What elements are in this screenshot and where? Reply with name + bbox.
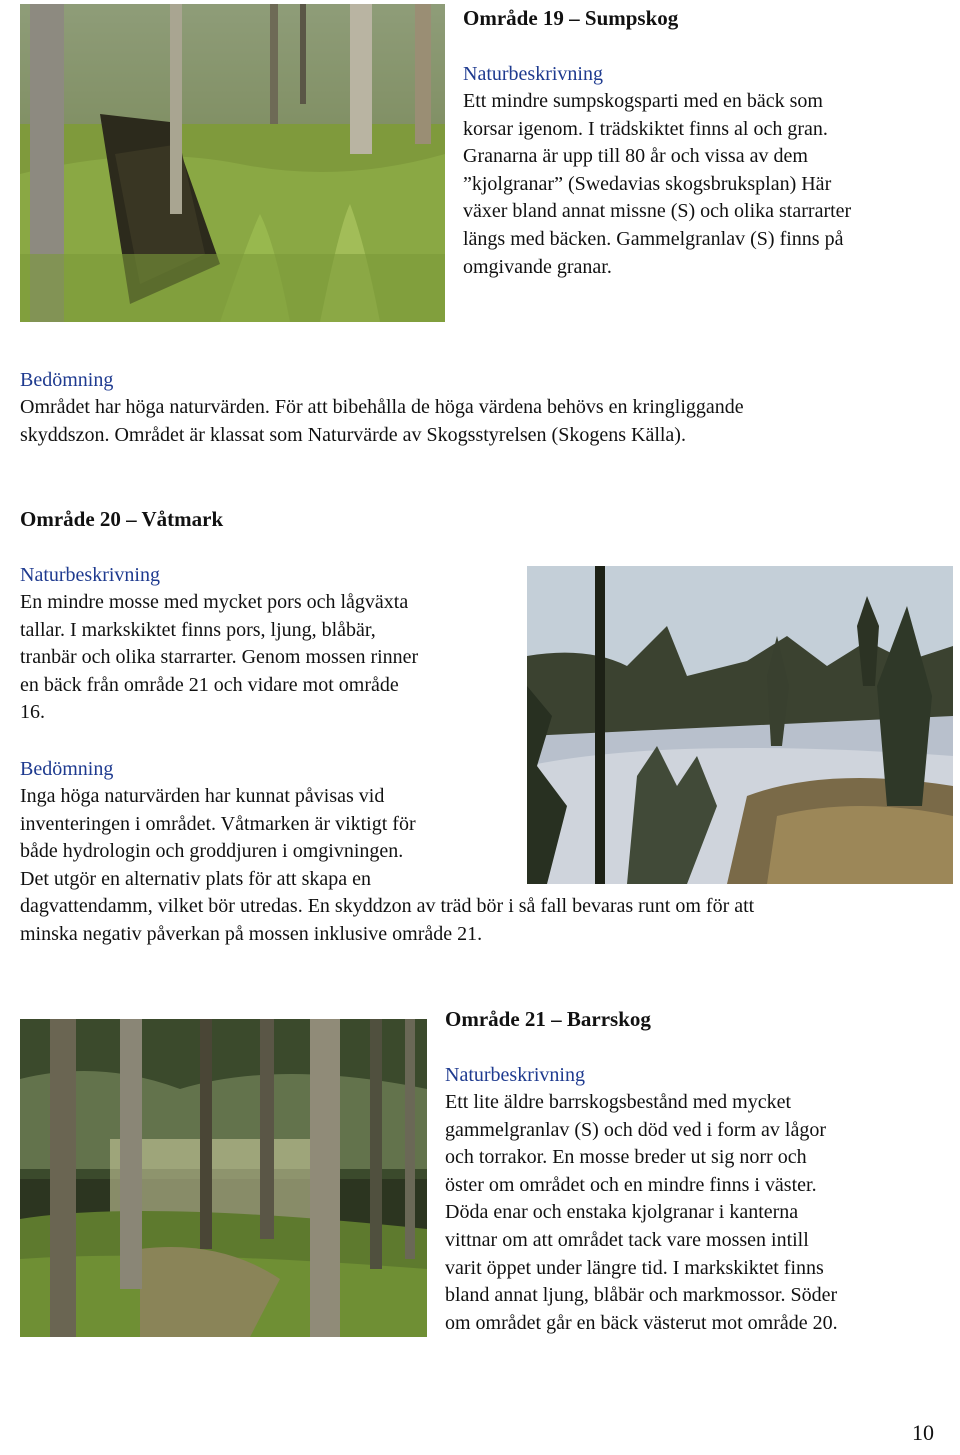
text-line: korsar igenom. I trädskiktet finns al och gran. bbox=[463, 117, 828, 140]
text-line: och torrakor. En mosse breder ut sig norr och bbox=[445, 1146, 807, 1169]
text-line: bland annat ljung, blåbär och markmossor. Söder bbox=[445, 1284, 838, 1307]
text-line: tranbär och olika starrarter. Genom mossen rinner bbox=[20, 646, 419, 669]
text-line: växer bland annat missne (S) och olika starrarter bbox=[463, 200, 852, 223]
section-19-naturbeskrivning-label: Naturbeskrivning bbox=[463, 63, 603, 85]
text-line: skyddszon. Området är klassat som Naturvärde av Skogsstyrelsen (Skogens Källa). bbox=[20, 423, 686, 446]
text-line: ”kjolgranar” (Swedavias skogsbruksplan) Här bbox=[463, 172, 832, 195]
text-line: Granarna är upp till 80 år och vissa av dem bbox=[463, 145, 808, 168]
text-line: dagvattendamm, vilket bör utredas. En skyddzon av träd bör i så fall bevaras runt om för att bbox=[20, 895, 755, 918]
section-20-bedomning-label: Bedömning bbox=[20, 758, 114, 780]
text-line: Döda enar och enstaka kjolgranar i kanterna bbox=[445, 1201, 799, 1224]
photo-conifer-forest bbox=[20, 1019, 427, 1337]
text-line: Ett mindre sumpskogsparti med en bäck som bbox=[463, 90, 823, 112]
section-19-title: Område 19 – Sumpskog bbox=[463, 6, 679, 30]
photo-swamp-forest bbox=[20, 4, 445, 322]
text-line: Området har höga naturvärden. För att bibehålla de höga värdena behövs en kringliggande bbox=[20, 396, 744, 418]
text-line: Ett lite äldre barrskogsbestånd med mycket bbox=[445, 1091, 792, 1113]
text-line: minska negativ påverkan på mossen inklusive område 21. bbox=[20, 922, 483, 945]
text-line: varit öppet under längre tid. I markskiktet finns bbox=[445, 1256, 824, 1279]
text-line: omgivande granar. bbox=[463, 255, 612, 278]
section-21-naturbeskrivning-text bbox=[445, 1089, 945, 1337]
text-line: om området går en bäck västerut mot område 20. bbox=[445, 1311, 838, 1334]
text-line: inventeringen i området. Våtmarken är viktigt för bbox=[20, 812, 416, 835]
text-line: vittnar om att området tack vare mossen intill bbox=[445, 1228, 809, 1251]
photo-wetland-bog bbox=[527, 566, 953, 884]
section-19-bedomning-label: Bedömning bbox=[20, 369, 114, 391]
text-line: Det utgör en alternativ plats för att skapa en bbox=[20, 867, 371, 890]
page-number: 10 bbox=[912, 1420, 934, 1445]
text-line: Inga höga naturvärden har kunnat påvisas vid bbox=[20, 785, 385, 807]
text-line: en bäck från område 21 och vidare mot område bbox=[20, 673, 399, 696]
section-19-naturbeskrivning-text bbox=[463, 88, 943, 281]
section-21-title: Område 21 – Barrskog bbox=[445, 1007, 651, 1031]
text-line: tallar. I markskiktet finns pors, ljung, blåbär, bbox=[20, 618, 376, 641]
section-19-bedomning-text bbox=[20, 394, 945, 449]
text-line: En mindre mosse med mycket pors och lågväxta bbox=[20, 591, 409, 613]
section-21-naturbeskrivning-label: Naturbeskrivning bbox=[445, 1064, 585, 1086]
section-20-title: Område 20 – Våtmark bbox=[20, 507, 224, 531]
text-line: längs med bäcken. Gammelgranlav (S) finns på bbox=[463, 227, 844, 250]
text-line: öster om området och en mindre finns i väster. bbox=[445, 1173, 817, 1196]
text-line: gammelgranlav (S) och död ved i form av lågor bbox=[445, 1118, 826, 1141]
text-line: 16. bbox=[20, 701, 45, 724]
section-20-naturbeskrivning-label: Naturbeskrivning bbox=[20, 564, 160, 586]
section-20-naturbeskrivning-text bbox=[20, 589, 520, 727]
text-line: både hydrologin och groddjuren i omgivningen. bbox=[20, 840, 404, 863]
